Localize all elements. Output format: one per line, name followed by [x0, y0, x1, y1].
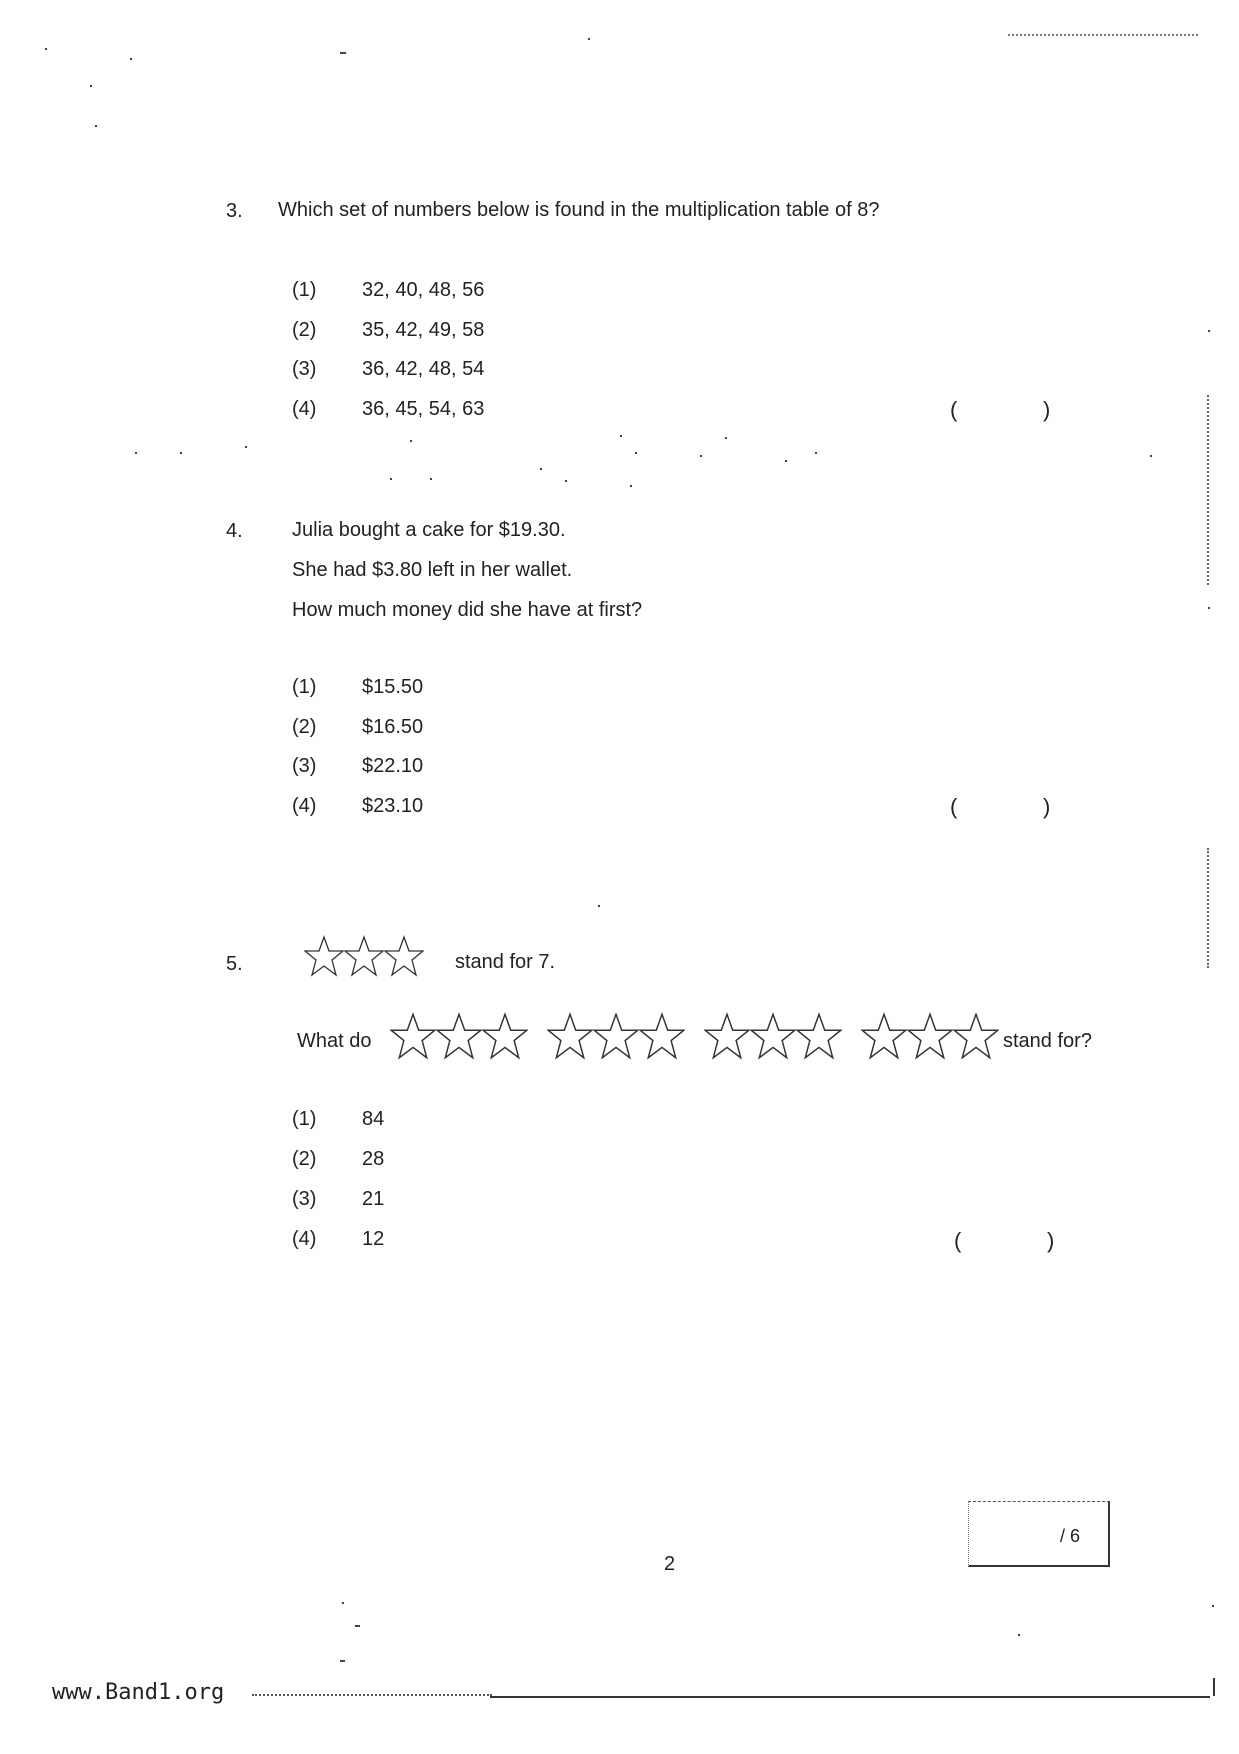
answer-bracket-open: ( — [950, 397, 958, 422]
scan-speck — [815, 452, 817, 454]
scan-mark — [340, 52, 346, 54]
answer-bracket-open: ( — [950, 794, 958, 819]
question-number: 3. — [226, 200, 243, 222]
scan-speck — [540, 468, 542, 470]
option-value: 36, 45, 54, 63 — [362, 398, 485, 420]
scan-speck — [245, 446, 247, 448]
question-line: She had $3.80 left in her wallet. — [292, 559, 573, 581]
option[interactable] — [292, 716, 423, 739]
question-line: Julia bought a cake for $19.30. — [292, 519, 566, 541]
scan-speck — [588, 38, 590, 40]
star-outline-icon — [304, 935, 344, 977]
scan-speck — [390, 478, 392, 480]
scan-speck — [1018, 1634, 1020, 1636]
scan-speck — [620, 435, 622, 437]
star-outline-icon — [384, 935, 424, 977]
scan-speck — [565, 480, 567, 482]
option[interactable] — [292, 1108, 384, 1131]
star-outline-icon — [593, 1012, 639, 1060]
option-label: (1) — [292, 1108, 317, 1130]
what-do-suffix: stand for? — [1003, 1030, 1092, 1052]
page-number: 2 — [664, 1553, 676, 1575]
scan-speck — [1150, 455, 1152, 457]
star-group-12 — [390, 1012, 999, 1060]
option-label: (4) — [292, 398, 317, 420]
answer-bracket-close: ) — [1043, 397, 1051, 422]
star-outline-icon — [390, 1012, 436, 1060]
scan-speck — [785, 460, 787, 462]
scan-edge-dots — [1207, 848, 1209, 968]
footer-rule-dotted — [252, 1694, 492, 1696]
scan-speck — [180, 452, 182, 454]
option[interactable] — [292, 795, 423, 818]
star-outline-icon — [907, 1012, 953, 1060]
option-value: 35, 42, 49, 58 — [362, 319, 485, 341]
star-outline-icon — [639, 1012, 685, 1060]
option[interactable] — [292, 279, 484, 302]
star-outline-icon — [953, 1012, 999, 1060]
star-group-3 — [304, 935, 424, 977]
option-label: (4) — [292, 1228, 317, 1250]
option[interactable] — [292, 358, 484, 381]
scan-speck — [95, 125, 97, 127]
scan-speck — [342, 1602, 344, 1604]
option-label: (2) — [292, 319, 317, 341]
score-box — [968, 1501, 1110, 1567]
scan-speck — [135, 452, 137, 454]
scan-mark — [355, 1625, 360, 1627]
scan-speck — [1208, 330, 1210, 332]
option[interactable] — [292, 398, 484, 421]
answer-bracket-close: ) — [1043, 794, 1051, 819]
stand-for-text: stand for 7. — [455, 951, 556, 973]
star-outline-icon — [344, 935, 384, 977]
scan-speck — [45, 48, 47, 50]
option[interactable] — [292, 755, 423, 778]
option[interactable] — [292, 1188, 384, 1211]
question-line: How much money did she have at first? — [292, 599, 643, 621]
scan-header-dots — [1008, 34, 1198, 36]
star-outline-icon — [750, 1012, 796, 1060]
star-outline-icon — [861, 1012, 907, 1060]
option-value: $23.10 — [362, 795, 424, 817]
watermark-url: www.Band1.org — [52, 1680, 225, 1705]
score-box-value: / 6 — [1059, 1526, 1080, 1546]
scan-speck — [1212, 1605, 1214, 1607]
scan-speck — [430, 478, 432, 480]
answer-bracket[interactable] — [954, 1228, 1055, 1254]
scan-speck — [90, 85, 92, 87]
footer-rule-end — [1213, 1678, 1215, 1696]
option-label: (2) — [292, 1148, 317, 1170]
star-outline-icon — [704, 1012, 750, 1060]
option-label: (2) — [292, 716, 317, 738]
star-outline-icon — [482, 1012, 528, 1060]
star-outline-icon — [547, 1012, 593, 1060]
scan-speck — [630, 485, 632, 487]
option-label: (3) — [292, 1188, 317, 1210]
answer-bracket-close: ) — [1047, 1228, 1055, 1253]
scan-speck — [725, 437, 727, 439]
option-value: 36, 42, 48, 54 — [362, 358, 485, 380]
option-label: (3) — [292, 358, 317, 380]
question-number: 4. — [226, 520, 243, 542]
option-value: $22.10 — [362, 755, 424, 777]
scan-speck — [410, 440, 412, 442]
answer-bracket-open: ( — [954, 1228, 962, 1253]
answer-bracket[interactable] — [950, 794, 1051, 820]
option[interactable] — [292, 676, 423, 699]
star-outline-icon — [436, 1012, 482, 1060]
option-label: (1) — [292, 279, 317, 301]
what-do-prefix: What do — [297, 1030, 372, 1052]
scan-speck — [1208, 607, 1210, 609]
scan-speck — [598, 905, 600, 907]
option-label: (3) — [292, 755, 317, 777]
option-value: 21 — [362, 1188, 385, 1210]
question-text: Which set of numbers below is found in the multiplication table of 8? — [278, 199, 880, 221]
question-number: 5. — [226, 953, 243, 975]
option-value: $16.50 — [362, 716, 424, 738]
scan-speck — [130, 58, 132, 60]
scan-edge-dots — [1207, 395, 1209, 585]
scan-speck — [700, 455, 702, 457]
option-label: (4) — [292, 795, 317, 817]
option[interactable] — [292, 1148, 384, 1171]
option-value: 12 — [362, 1228, 385, 1250]
scan-mark — [340, 1660, 345, 1662]
star-outline-icon — [796, 1012, 842, 1060]
scan-speck — [635, 452, 637, 454]
option[interactable] — [292, 1228, 384, 1251]
option-value: 32, 40, 48, 56 — [362, 279, 485, 301]
option-value: $15.50 — [362, 676, 424, 698]
option-value: 84 — [362, 1108, 385, 1130]
answer-bracket[interactable] — [950, 397, 1051, 423]
option[interactable] — [292, 319, 484, 342]
option-value: 28 — [362, 1148, 385, 1170]
footer-rule — [490, 1696, 1210, 1698]
option-label: (1) — [292, 676, 317, 698]
